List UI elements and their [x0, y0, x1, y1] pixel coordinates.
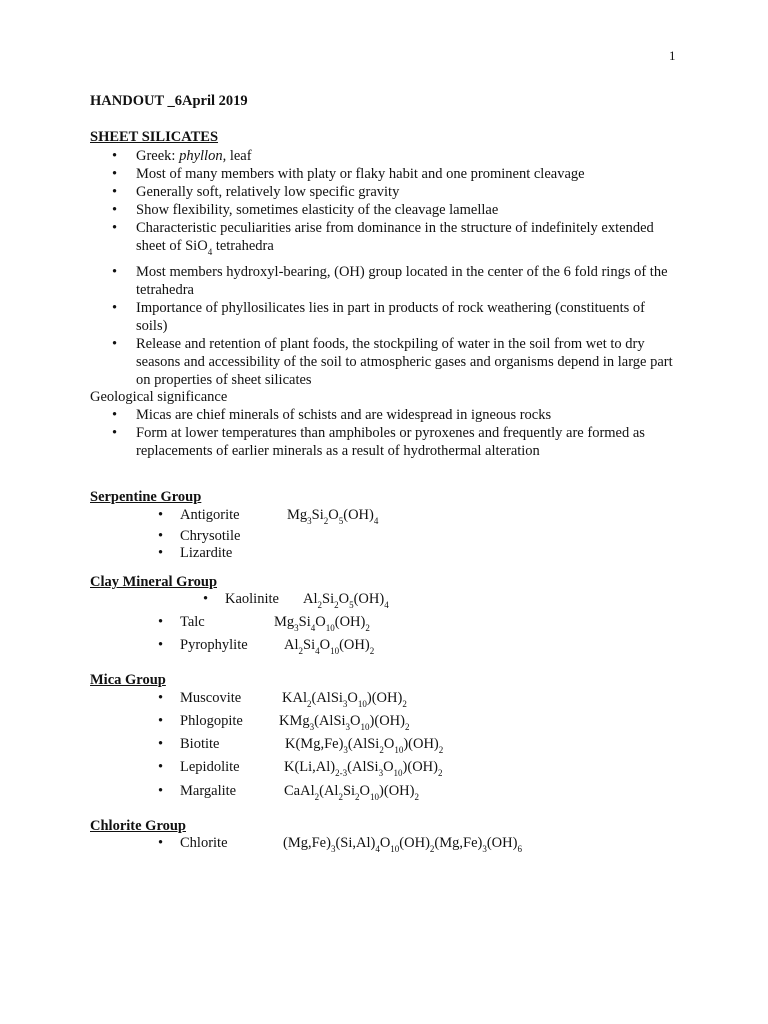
geological-significance-list: [0, 406, 768, 460]
formula-muscovite: $KAl_2(AlSi_3O_{10})(OH)_2$: [282, 690, 407, 709]
bullet-greek: • Greek: phyllon, leaf: [0, 147, 676, 165]
mineral-name: Biotite: [180, 736, 220, 752]
bullet-weathering: • Importance of phyllosilicates lies in part in products of rock weathering (constituents of soils): [0, 299, 676, 335]
bullet-soft: • Generally soft, relatively low specific gravity: [0, 183, 676, 201]
formula-pyrophylite: $Al_2Si_4O_{10}(OH)_2$: [284, 637, 375, 656]
bullet-lower-temperatures: • Form at lower temperatures than amphiboles or pyroxenes and frequently are formed as replacements of earlier minerals as a result of hydrothermal alteration: [0, 424, 676, 460]
bullet-peculiarities: • Characteristic peculiarities arise from dominance in the structure of indefinitely extended sheet of SiO$_4$ tetrahedra: [0, 219, 676, 255]
formula-antigorite: $Mg_3Si_2O_5(OH)_4$: [287, 507, 379, 526]
chlorite-group-heading: Chlorite Group: [90, 818, 186, 834]
formula-talc: $Mg_3Si_4O_{10}(OH)_2$: [274, 614, 370, 633]
formula-phlogopite: $KMg_3(AlSi_3O_{10})(OH)_2$: [279, 713, 410, 732]
clay-mineral-group-heading: Clay Mineral Group: [90, 574, 218, 590]
bullet-flexibility: • Show flexibility, sometimes elasticity of the cleavage lamellae: [0, 201, 676, 219]
formula-biotite: $K(Mg,Fe)_3(AlSi_2O_{10})(OH)_2$: [285, 736, 444, 755]
mineral-name: Muscovite: [180, 690, 242, 706]
mineral-name: Lizardite: [180, 545, 233, 561]
bullet-micas: • Micas are chief minerals of schists and are widespread in igneous rocks: [0, 406, 676, 424]
page-number: 1: [669, 48, 676, 63]
mineral-name: Talc: [180, 614, 205, 630]
mineral-name: Antigorite: [180, 507, 240, 523]
bullet-hydroxyl: • Most members hydroxyl-bearing, (OH) group located in the center of the 6 fold rings of the tetrahedra: [0, 263, 676, 299]
mineral-name: Kaolinite: [225, 591, 279, 607]
formula-lepidolite: $K(Li,Al)_{2-3}(AlSi_3O_{10})(OH)_2$: [284, 759, 443, 778]
mineral-name: Phlogopite: [180, 713, 243, 729]
mineral-name: Lepidolite: [180, 759, 240, 775]
mineral-name: Margalite: [180, 783, 237, 799]
formula-margalite: $CaAl_2(Al_2Si_2O_{10})(OH)_2$: [284, 783, 419, 802]
handout-title: HANDOUT _6April 2019: [90, 93, 248, 109]
geological-significance-label: Geological significance: [90, 389, 228, 405]
mineral-name: Chlorite: [180, 835, 228, 851]
mineral-name: Pyrophylite: [180, 637, 248, 653]
formula-chlorite: $(Mg,Fe)_3(Si,Al)_4O_{10}(OH)_2(Mg,Fe)_3(OH)_6$: [283, 835, 522, 854]
sheet-silicates-list: [0, 147, 768, 389]
serpentine-group-heading: Serpentine Group: [90, 489, 202, 505]
mineral-name: Chrysotile: [180, 528, 241, 544]
mica-group-heading: Mica Group: [90, 672, 166, 688]
bullet-plant-foods: • Release and retention of plant foods, the stockpiling of water in the soil from wet to dry seasons and accessibility of the soil to atmospheric gases and organisms depend in large part on properties of sheet silicates: [0, 335, 676, 389]
formula-kaolinite: $Al_2Si_2O_5(OH)_4$: [303, 591, 389, 610]
sheet-silicates-heading: SHEET SILICATES: [90, 129, 219, 145]
bullet-platy-habit: • Most of many members with platy or flaky habit and one prominent cleavage: [0, 165, 676, 183]
